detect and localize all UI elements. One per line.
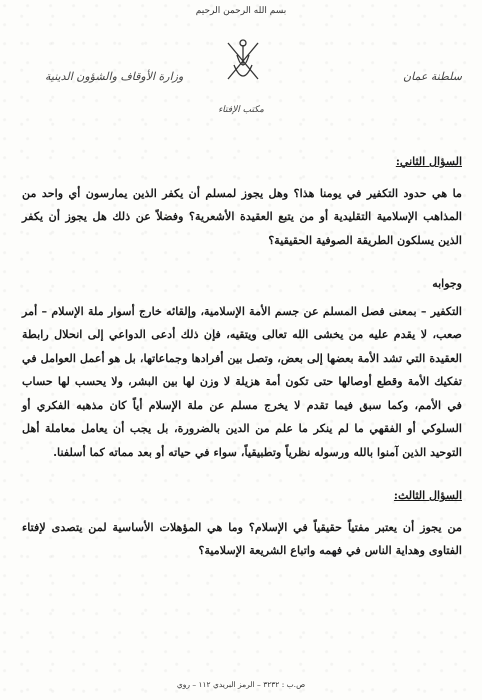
office-title: مكتب الإفتاء: [218, 105, 264, 115]
question3-heading: السؤال الثالث:: [393, 489, 462, 502]
answer-heading: وجوابه: [432, 277, 462, 290]
answer-text: التكفير – بمعنى فصل المسلم عن جسم الأمة الإسلامية، وإلقائه خارج أسوار ملة الإسلام – أمر صعب، لا يقدم عليه من يخشى الله تعالى ويتقيه، فإن ذلك أدعى الدواعي إلى انحلال رابطة العقيدة التي تشد الأمة بعضها إلى بعض، وتصل بين أفرادها وجماعاتها، بل هو أعمل العوامل في تفكيك الأمة وقطع أوصالها حتى تكون أمة هزيلة لا وزن لها بين البشر، ولا يحسب لها حساب في الأمم، وكما سبق فيما تقدم لا يخرج مسلم عن ملة الإسلام أياً كان مذهبه الفكري أو السلوكي أو الفقهي ما لم ينكر ما علم من الدين بالضرورة، بل يجب أن يعامل معاملة أهل التوحيد الذين آمنوا بالله ورسوله نظرياً وتطبيقياً، سواء في حياته أو بعد مماته كما أسلفنا.: [22, 303, 462, 459]
question2-text: ما هي حدود التكفير في يومنا هذا؟ وهل يجوز لمسلم أن يكفر الذين يمارسون أي واحد من المذاهب الإسلامية التقليدية أو من يتبع العقيدة الأشعرية؟ وفضلاً عن ذلك هل يجوز أن يكفر الذين يسلكون الطريقة الصوفية الحقيقية؟: [22, 185, 462, 247]
basmala: بسم الله الرحمن الرحيم: [195, 6, 287, 16]
ministry-title: وزارة الأوقاف والشؤون الدينية: [45, 70, 184, 83]
sultanate-title: سلطنة عمان: [403, 70, 462, 83]
question3-text: من يجوز أن يعتبر مفتياً حقيقياً في الإسلام؟ وما هي المؤهلات الأساسية لمن يتصدى لإفتاء الفتاوى وهداية الناس في فهمه واتباع الشريعة الإسلامية؟: [22, 519, 462, 557]
oman-emblem-icon: [222, 35, 264, 90]
letter-body: [22, 150, 462, 563]
footer-address: ص.ب : ٣٢٣٢ – الرمز البريدي ١١٢ – روي: [176, 680, 306, 689]
question2-heading: السؤال الثاني:: [395, 155, 462, 168]
